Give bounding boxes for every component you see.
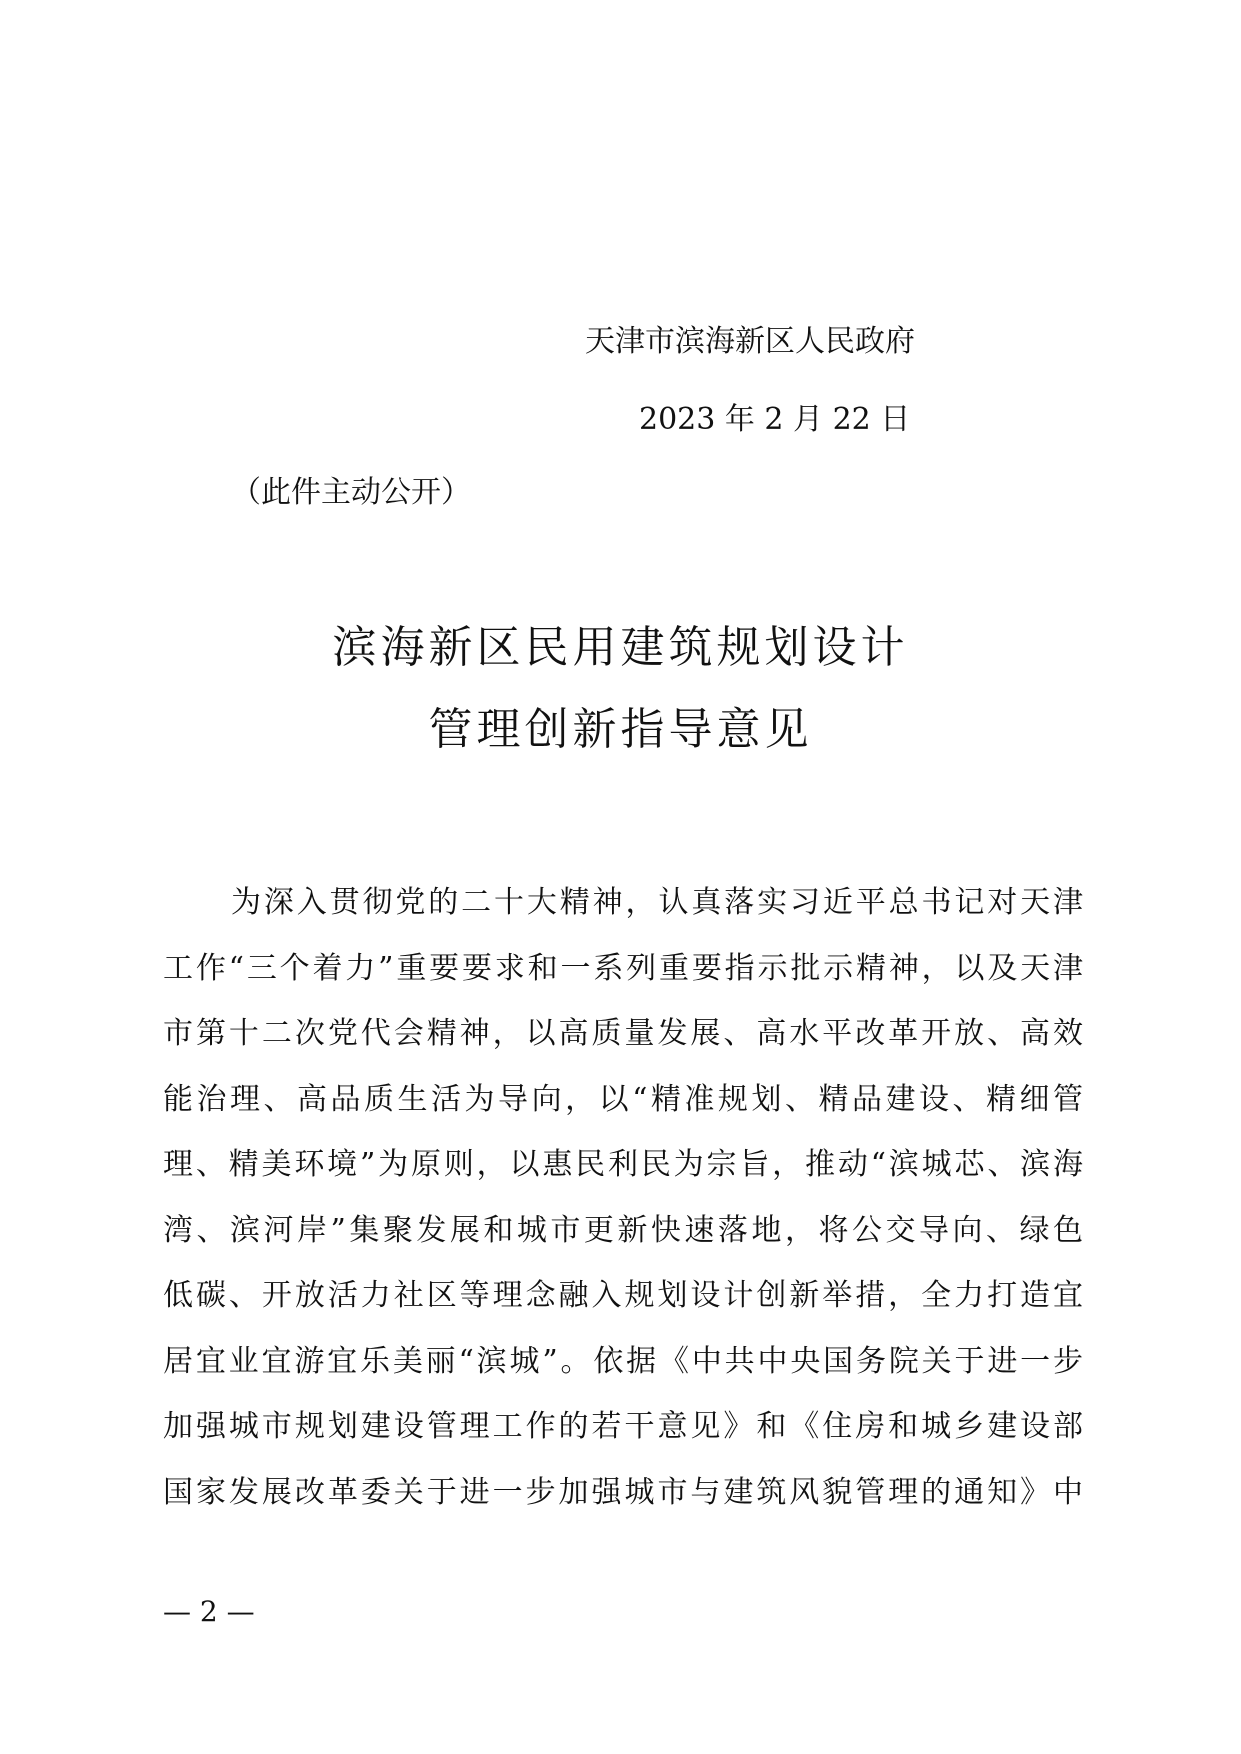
document-title-line-2: 管理创新指导意见 xyxy=(428,704,813,755)
body-line: 市第十二次党代会精神，以高质量发展、高水平改革开放、高效 xyxy=(163,1016,1083,1051)
document-title-line-1: 滨海新区民用建筑规划设计 xyxy=(332,622,909,673)
body-line: 加强城市规划建设管理工作的若干意见》和《住房和城乡建设部 xyxy=(163,1409,1083,1444)
disclosure-note: （此件主动公开） xyxy=(231,475,471,510)
body-line: 居宜业宜游宜乐美丽“滨城”。依据《中共中央国务院关于进一步 xyxy=(163,1343,1083,1379)
body-line: 低碳、开放活力社区等理念融入规划设计创新举措，全力打造宜 xyxy=(163,1278,1083,1313)
issuer-name: 天津市滨海新区人民政府 xyxy=(585,324,915,359)
body-line: 湾、滨河岸”集聚发展和城市更新快速落地，将公交导向、绿色 xyxy=(163,1212,1083,1248)
body-line: 工作“三个着力”重要要求和一系列重要指示批示精神，以及天津 xyxy=(163,950,1083,986)
body-paragraph xyxy=(163,870,1083,1525)
page-number: — 2 — xyxy=(163,1595,255,1628)
body-line: 理、精美环境”为原则，以惠民利民为宗旨，推动“滨城芯、滨海 xyxy=(163,1147,1083,1182)
issue-date: 2023 年 2 月 22 日 xyxy=(639,402,911,437)
body-line: 国家发展改革委关于进一步加强城市与建筑风貌管理的通知》中 xyxy=(163,1474,1083,1510)
body-line: 能治理、高品质生活为导向，以“精准规划、精品建设、精细管 xyxy=(163,1081,1083,1117)
body-line: 为深入贯彻党的二十大精神，认真落实习近平总书记对天津 xyxy=(231,885,1083,920)
